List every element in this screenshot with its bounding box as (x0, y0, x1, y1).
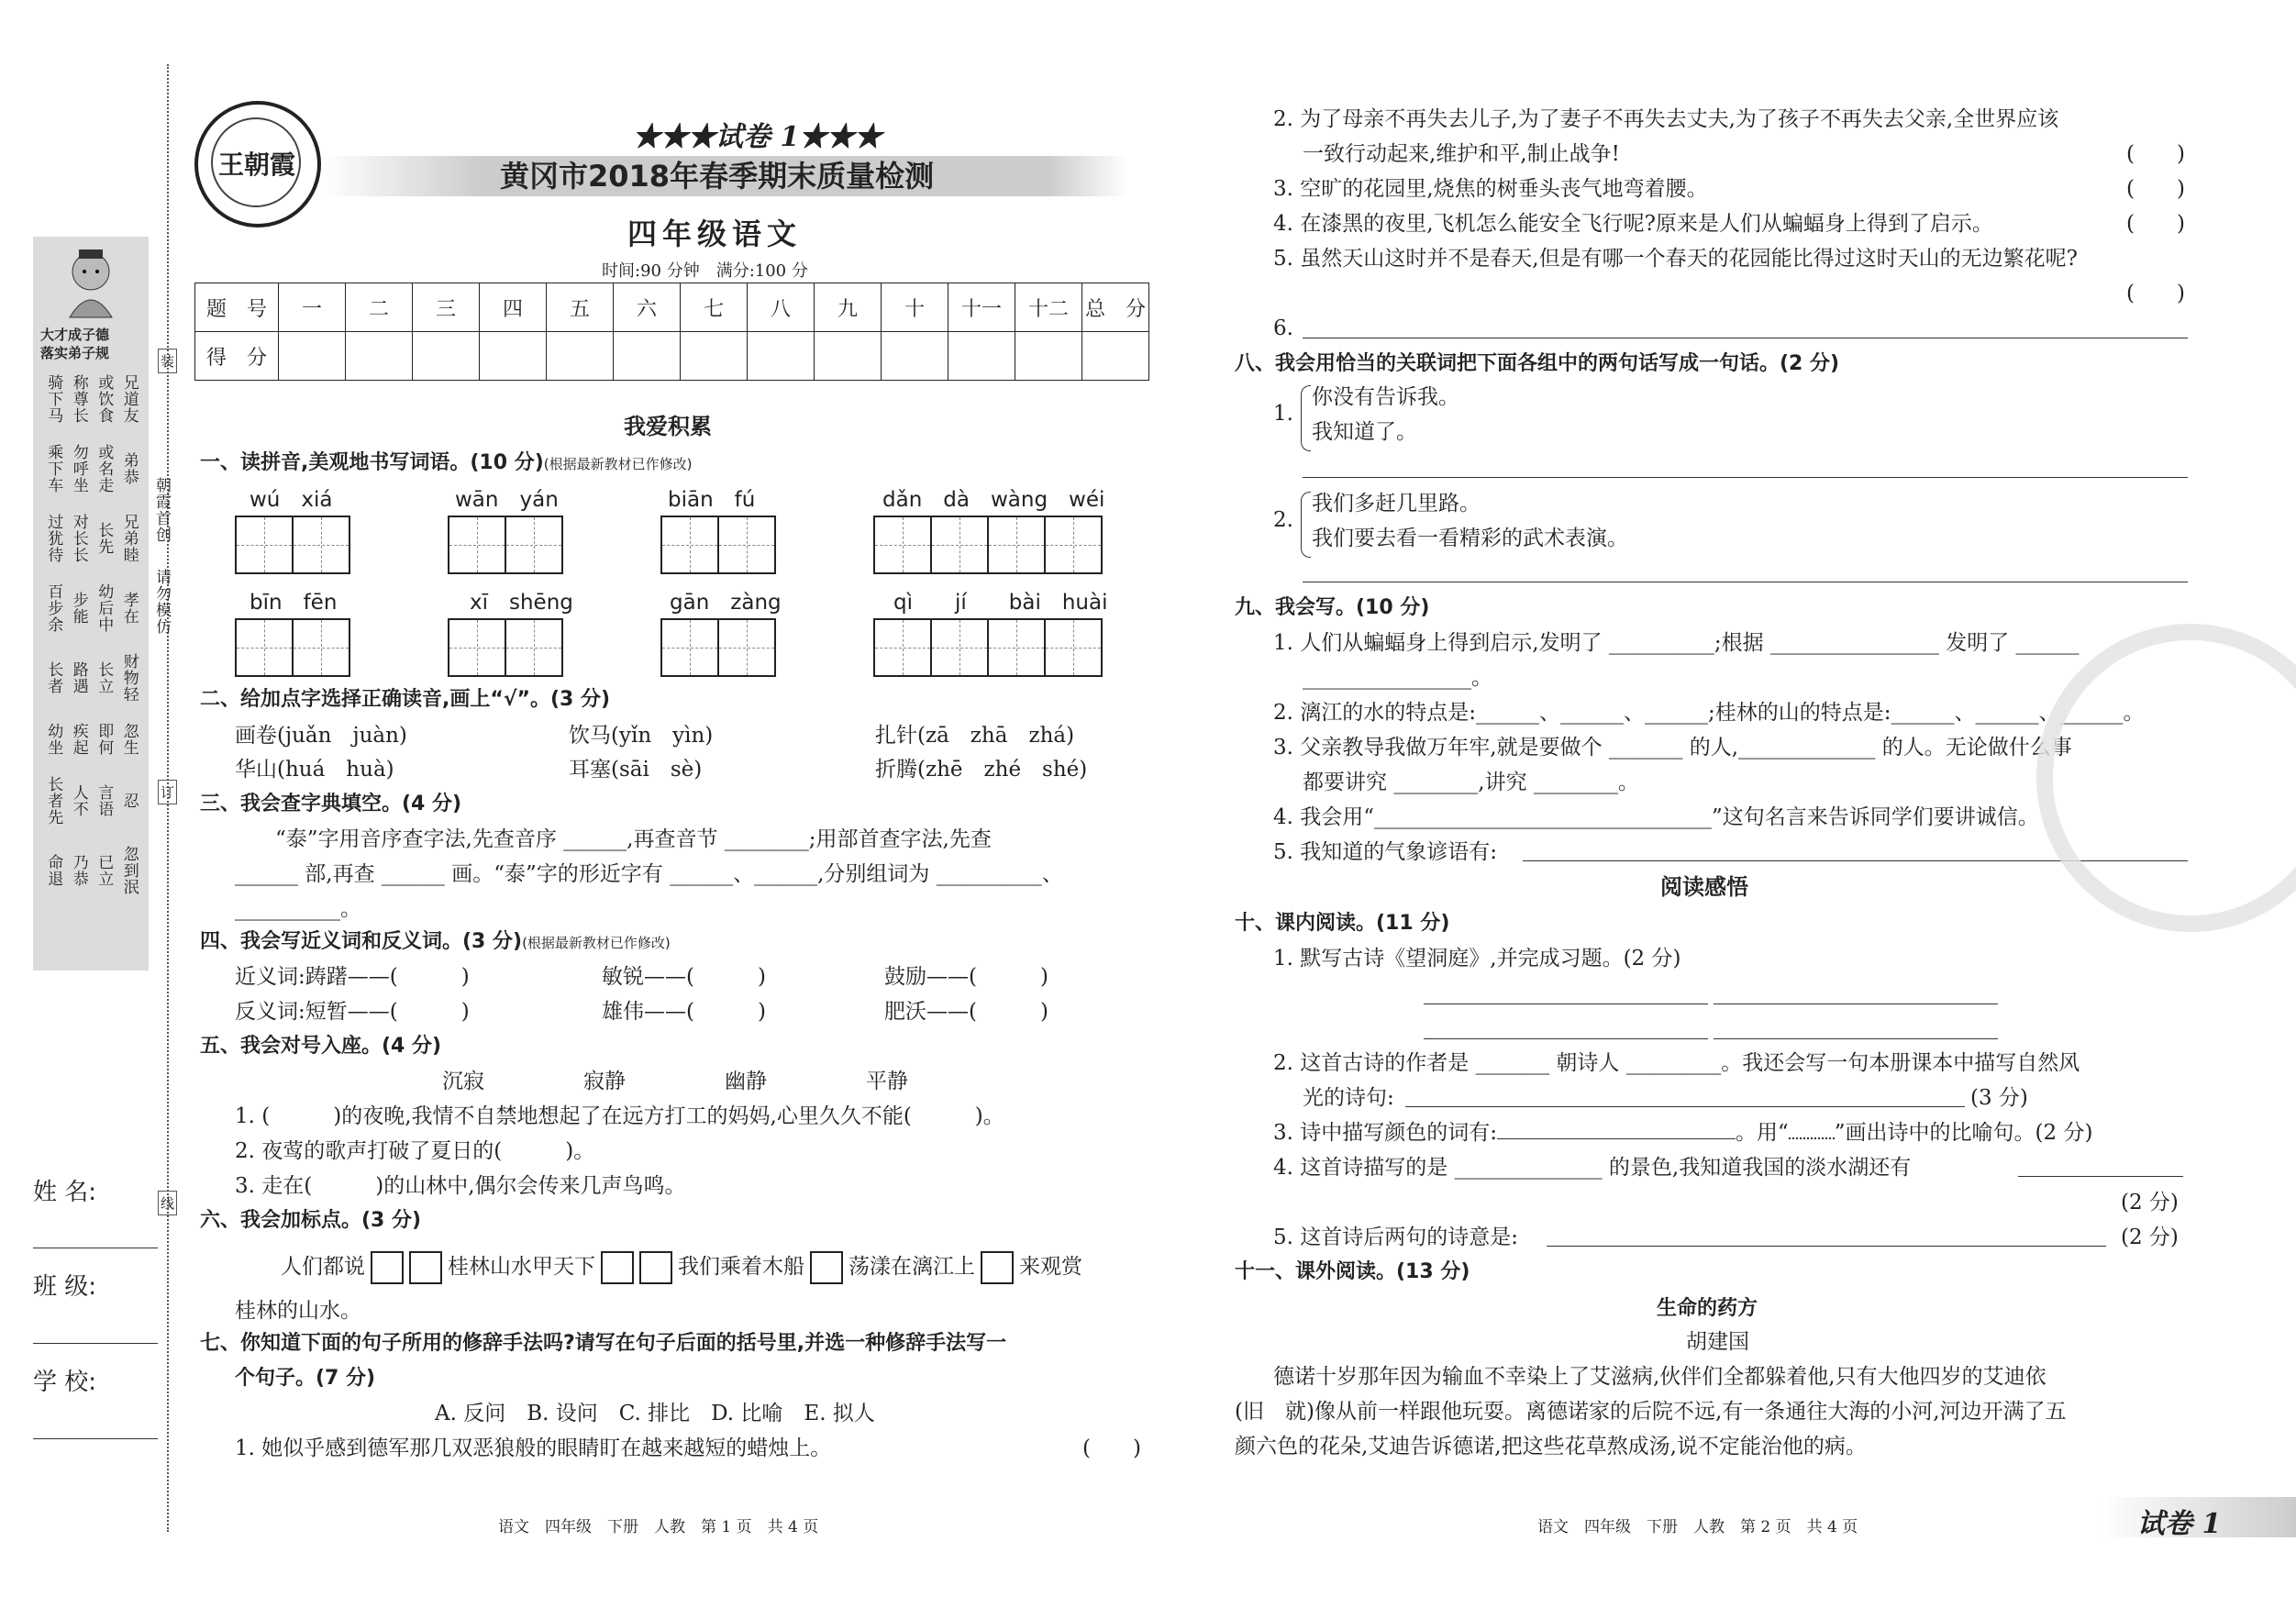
q6-sentence: 人们都说 桂林山水甲天下 我们乘着木船 荡漾在漓江上 来观赏 (281, 1251, 1082, 1284)
class-field[interactable] (33, 1343, 158, 1344)
grid-2[interactable] (448, 516, 561, 578)
q3-title: 三、我会查字典填空。(4 分) (200, 793, 462, 815)
paper-label: ★★★试卷 1★★★ (633, 121, 882, 153)
logo-badge (194, 101, 321, 227)
proverb-column: 乃恭 (69, 854, 88, 887)
grid-1[interactable] (235, 516, 349, 578)
grid-7[interactable] (660, 618, 774, 681)
q7-sentence-2b: 一致行动起来,维护和平,制止战争! (1303, 142, 1620, 166)
q2-item-4: 华山(huá huà) (235, 758, 394, 782)
score-table (194, 283, 1149, 381)
q1-title: 一、读拼音,美观地书写词语。(10 分)(根据最新教材已作修改) (200, 451, 693, 474)
score-input-cell[interactable] (547, 332, 614, 381)
q10-item-5-score: (2 分) (2121, 1225, 2179, 1249)
q8-group-2-a: 我们多赶几里路。 (1312, 492, 1481, 516)
proverb-column: 忍 (119, 793, 139, 809)
right-footer: 语文 四年级 下册 人教 第 2 页 共 4 页 (1537, 1518, 1858, 1536)
q2-item-1: 画卷(juǎn juàn) (235, 724, 407, 748)
q9-item-4: 4. 我会用“________________________________”这句名言来告诉同学们要讲诚信。 (1273, 805, 2039, 829)
score-header-cell: 一 (279, 283, 346, 332)
grid-6[interactable] (448, 618, 561, 681)
q10-item-2-score: (3 分) (1970, 1086, 2028, 1110)
proverb-column: 乘下车 (44, 444, 63, 494)
q4-synonym-1: 近义词:踌躇——( ) (235, 965, 470, 989)
score-header-cell: 题 号 (195, 283, 279, 332)
vertical-note-1: 朝霞首创 (152, 477, 171, 543)
q1-pinyin-6: xī shēng (470, 591, 573, 615)
q4-synonym-2: 敏锐——( ) (602, 965, 766, 989)
q4-synonym-3: 鼓励——( ) (884, 965, 1048, 989)
q2-item-3: 扎针(zā zhā zhá) (875, 724, 1075, 748)
q2-item-6: 折腾(zhē zhé shé) (875, 758, 1088, 782)
score-header-cell: 二 (346, 283, 413, 332)
q8-group-1-b: 我知道了。 (1312, 420, 1417, 444)
q10-item-2a: 2. 这首古诗的作者是 _______ 朝诗人 _________。我还会写一句本册课本中描写自然风 (1273, 1051, 2080, 1075)
proverb-column: 骑下马 (44, 374, 63, 424)
q4-title: 四、我会写近义词和反义词。(3 分)(根据最新教材已作修改) (200, 930, 671, 953)
section-title-accumulate: 我爱积累 (624, 414, 712, 439)
q7-paren-1[interactable]: ( ) (1082, 1436, 1141, 1460)
proverb-column: 兄弟睦 (119, 514, 139, 563)
proverbs-block (40, 374, 141, 895)
proverb-column: 忽生 (119, 723, 139, 756)
subject-title: 四年级语文 (627, 216, 803, 251)
punct-box-1[interactable] (371, 1251, 404, 1284)
q7-sentence-5: 5. 虽然天山这时并不是春天,但是有哪一个春天的花园能比得过这时天山的无边繁花呢? (1273, 247, 2078, 271)
q7-sentence-3: 3. 空旷的花园里,烧焦的树垂头丧气地弯着腰。 (1273, 177, 1708, 201)
grid-3[interactable] (660, 516, 774, 578)
score-header-cell: 八 (748, 283, 815, 332)
q10-item-2b: 光的诗句: (1303, 1086, 1394, 1110)
section-title-reading: 阅读感悟 (1660, 874, 1748, 900)
q8-brace-1 (1301, 385, 1311, 451)
score-input-cell[interactable] (882, 332, 948, 381)
q8-group-2-num: 2. (1273, 508, 1293, 532)
proverb-column: 百步余 (44, 583, 63, 633)
story-para-3: 颜六色的花朵,艾迪告诉德诺,把这些花草熬成汤,说不定能治他的病。 (1235, 1435, 1867, 1458)
q3-line-2: ______ 部,再查 ______ 画。“泰”字的形近字有 ______、______,分别组词为 __________、 (235, 862, 1063, 886)
q10-item-1: 1. 默写古诗《望洞庭》,并完成习题。(2 分) (1273, 947, 1681, 970)
proverb-column: 或名走 (94, 444, 114, 494)
proverb-column: 长立 (94, 661, 114, 694)
q6-title: 六、我会加标点。(3 分) (200, 1209, 422, 1232)
q8-group-2-b: 我们要去看一看精彩的武术表演。 (1312, 527, 1628, 550)
q8-group-1-num: 1. (1273, 402, 1293, 426)
score-input-cell[interactable] (413, 332, 480, 381)
proverb-column: 幼坐 (44, 723, 63, 756)
q5-word-2: 寂静 (583, 1070, 626, 1093)
score-input-cell[interactable] (815, 332, 882, 381)
proverb-column: 对长长 (69, 514, 88, 563)
proverb-column: 疾起 (69, 723, 88, 756)
q9-item-1a: 1. 人们从蝙蝠身上得到启示,发明了 __________;根据 ________________ 发明了 ______ (1273, 631, 2080, 655)
q10-item-4: 4. 这首诗描写的是 ______________ 的景色,我知道我国的淡水湖还有 (1273, 1156, 1912, 1180)
school-field[interactable] (33, 1438, 158, 1439)
grid-4[interactable] (873, 516, 1101, 578)
q4-antonym-2: 雄伟——( ) (602, 1000, 766, 1024)
q7-title-cont: 个句子。(7 分) (235, 1367, 376, 1390)
q10-item-5: 5. 这首诗后两句的诗意是: (1273, 1225, 1519, 1249)
q10-item-2-line[interactable] (1405, 1106, 1965, 1107)
q9-item-3b: 都要讲究 ________,讲究 ________。 (1303, 771, 1639, 794)
proverb-column: 或饮食 (94, 374, 114, 424)
score-input-cell[interactable] (614, 332, 681, 381)
q11-title: 十一、课外阅读。(13 分) (1235, 1260, 1470, 1283)
story-author: 胡建国 (1686, 1330, 1749, 1354)
score-header-cell: 九 (815, 283, 882, 332)
q5-word-3: 幽静 (725, 1070, 767, 1093)
name-label: 姓 名: (33, 1179, 97, 1206)
punct-box-5[interactable] (810, 1251, 843, 1284)
q7-paren-3[interactable]: ( ) (2126, 177, 2185, 201)
q5-word-1: 沉寂 (442, 1070, 484, 1093)
watermark-seal (2036, 624, 2296, 932)
proverb-column: 人不 (69, 784, 88, 817)
proverb-column: 财物轻 (119, 653, 139, 703)
score-header-cell: 总 分 (1082, 283, 1149, 332)
proverb-column: 命退 (44, 854, 63, 887)
score-input-cell[interactable] (480, 332, 547, 381)
binding-mark-3: 线 (158, 1191, 177, 1215)
proverb-column: 幼后中 (94, 583, 114, 633)
q7-sentence-1: 1. 她似乎感到德军那几双恶狼般的眼睛盯在越来越短的蜡烛上。 (235, 1436, 832, 1460)
q2-item-2: 饮马(yǐn yìn) (569, 724, 714, 748)
q1-pinyin-4: dǎn dà wàng wéi (882, 488, 1105, 512)
proverb-column: 称尊长 (69, 374, 88, 424)
story-para-2: (旧 就)像从前一样跟他玩耍。离德诺家的后院不远,有一条通往大海的小河,河边开满了五 (1235, 1400, 2067, 1424)
q10-item-4-score: (2 分) (2121, 1191, 2179, 1214)
proverb-column: 言语 (94, 784, 114, 817)
proverb-column: 弟恭 (119, 452, 139, 485)
proverb-column: 长者先 (44, 776, 63, 826)
grid-8[interactable] (873, 618, 1101, 681)
q10-item-4-line[interactable] (2018, 1176, 2183, 1177)
school-label: 学 校: (33, 1369, 97, 1396)
score-header-row (195, 283, 1149, 332)
q7-sentence-6: 6. (1273, 316, 1293, 340)
q7-options: A. 反问 B. 设问 C. 排比 D. 比喻 E. 拟人 (435, 1402, 875, 1425)
q5-sentence-3: 3. 走在( )的山林中,偶尔会传来几声鸟鸣。 (235, 1174, 686, 1198)
proverb-column: 路遇 (69, 661, 88, 694)
q1-pinyin-8: qì jí bài huài (893, 591, 1108, 615)
q7-paren-4[interactable]: ( ) (2126, 212, 2185, 236)
time-info: 时间:90 分钟 满分:100 分 (602, 261, 808, 281)
q9-title: 九、我会写。(10 分) (1235, 596, 1430, 619)
score-header-cell: 七 (681, 283, 748, 332)
q3-line-1: “泰”字用音序查字法,先查音序 ______,再查音节 ________;用部首查字法,先查 (275, 827, 992, 851)
binding-mark-1: 装 (158, 349, 177, 373)
binding-mark-2: 订 (158, 780, 177, 804)
q7-paren-2[interactable]: ( ) (2126, 142, 2185, 166)
q5-title: 五、我会对号入座。(4 分) (200, 1035, 442, 1058)
q7-paren-5[interactable]: ( ) (2126, 282, 2185, 305)
score-input-cell[interactable] (279, 332, 346, 381)
score-input-cell[interactable] (748, 332, 815, 381)
grid-5[interactable] (235, 618, 349, 681)
left-footer: 语文 四年级 下册 人教 第 1 页 共 4 页 (498, 1518, 819, 1536)
punct-box-3[interactable] (601, 1251, 634, 1284)
score-header-cell: 十一 (948, 283, 1015, 332)
q5-sentence-1: 1. ( )的夜晚,我情不自禁地想起了在远方打工的妈妈,心里久久不能( )。 (235, 1104, 1004, 1128)
sidebar-strip (33, 237, 149, 970)
q8-brace-2 (1301, 492, 1311, 558)
proverb-column: 长者 (44, 661, 63, 694)
score-header-cell: 十 (882, 283, 948, 332)
score-header-cell: 四 (480, 283, 547, 332)
q8-title: 八、我会用恰当的关联词把下面各组中的两句话写成一句话。(2 分) (1235, 352, 1840, 375)
score-input-cell[interactable] (1015, 332, 1082, 381)
logo-text: 王朝霞 (218, 150, 296, 180)
motto-line-1: 大才成子德 (40, 327, 110, 343)
proverb-column: 孝在 (119, 592, 139, 625)
q2-title: 二、给加点字选择正确读音,画上“√”。(3 分) (200, 688, 611, 711)
q10-title: 十、课内阅读。(11 分) (1235, 912, 1450, 935)
class-label: 班 级: (33, 1273, 97, 1301)
q10-item-3: 3. 诗中描写颜色的词有: 。用“ ”画出诗中的比喻句。(2 分) (1273, 1121, 2093, 1145)
motto-line-2: 落实弟子规 (40, 345, 110, 361)
proverb-column: 步能 (69, 592, 88, 625)
vertical-note-2: 请勿模仿 (152, 569, 171, 635)
score-input-row (195, 332, 1149, 381)
q1-pinyin-7: gān zàng (670, 591, 782, 615)
q9-item-3a: 3. 父亲教导我做万年牢,就是要做个 _______ 的人,_____________ 的人。无论做什么事 (1273, 736, 2072, 760)
punct-box-6[interactable] (981, 1251, 1014, 1284)
proverb-column: 忽到泯 (119, 846, 139, 895)
q9-item-1b: ________________。 (1303, 666, 1492, 690)
story-para-1: 德诺十岁那年因为输血不幸染上了艾滋病,伙伴们全都躲着他,只有大他四岁的艾迪依 (1273, 1365, 2046, 1389)
corner-label: 试卷 1 (2137, 1508, 2222, 1540)
exam-title: 黄冈市2018年春季期末质量检测 (500, 159, 935, 194)
q1-pinyin-3: biān fú (668, 488, 756, 512)
poem-line-3[interactable] (1424, 1038, 1708, 1039)
proverb-column: 长先 (94, 522, 114, 555)
proverb-column: 勿呼坐 (69, 444, 88, 494)
proverb-column: 兄道友 (119, 374, 139, 424)
punct-box-2[interactable] (409, 1251, 442, 1284)
score-header-cell: 六 (614, 283, 681, 332)
proverb-column: 已立 (94, 854, 114, 887)
q8-group-1-a: 你没有告诉我。 (1312, 385, 1459, 409)
q2-item-5: 耳塞(sāi sè) (569, 758, 703, 782)
q3-line-3: __________。 (235, 897, 361, 921)
q5-sentence-2: 2. 夜莺的歌声打破了夏日的( )。 (235, 1139, 595, 1163)
score-header-cell: 五 (547, 283, 614, 332)
scholar-illustration (59, 246, 123, 319)
score-header-cell: 十二 (1015, 283, 1082, 332)
q1-pinyin-2: wān yán (455, 488, 559, 512)
q4-antonym-3: 肥沃——( ) (884, 1000, 1048, 1024)
q5-word-4: 平静 (866, 1070, 908, 1093)
story-title: 生命的药方 (1657, 1297, 1758, 1320)
q1-pinyin-1: wú xiá (250, 488, 333, 512)
score-input-cell[interactable] (681, 332, 748, 381)
score-label-cell: 得 分 (195, 332, 279, 381)
proverb-column: 过犹待 (44, 514, 63, 563)
score-input-cell[interactable] (948, 332, 1015, 381)
proverb-column: 即何 (94, 723, 114, 756)
q7-title: 七、你知道下面的句子所用的修辞手法吗?请写在句子后面的括号里,并选一种修辞手法写一 (200, 1332, 1007, 1355)
score-header-cell: 三 (413, 283, 480, 332)
q10-item-5-line[interactable] (1547, 1246, 2106, 1247)
score-input-cell[interactable] (1082, 332, 1149, 381)
q6-line-2: 桂林的山水。 (235, 1299, 361, 1323)
q8-answer-line-1[interactable] (1303, 477, 2188, 478)
q7-sentence-4: 4. 在漆黑的夜里,飞机怎么能安全飞行呢?原来是人们从蝙蝠身上得到了启示。 (1273, 212, 1993, 236)
q4-antonym-1: 反义词:短暂——( ) (235, 1000, 470, 1024)
score-input-cell[interactable] (346, 332, 413, 381)
punct-box-4[interactable] (639, 1251, 672, 1284)
q9-item-5: 5. 我知道的气象谚语有: (1273, 840, 1498, 864)
q7-sentence-2a: 2. 为了母亲不再失去儿子,为了妻子不再失去丈夫,为了孩子不再失去父亲,全世界应该 (1273, 107, 2059, 131)
poem-line-4[interactable] (1714, 1038, 1998, 1039)
q1-pinyin-5: bīn fēn (250, 591, 338, 615)
q9-item-2: 2. 漓江的水的特点是:______、______、______;桂林的山的特点是:______、______、______。 (1273, 701, 2145, 725)
